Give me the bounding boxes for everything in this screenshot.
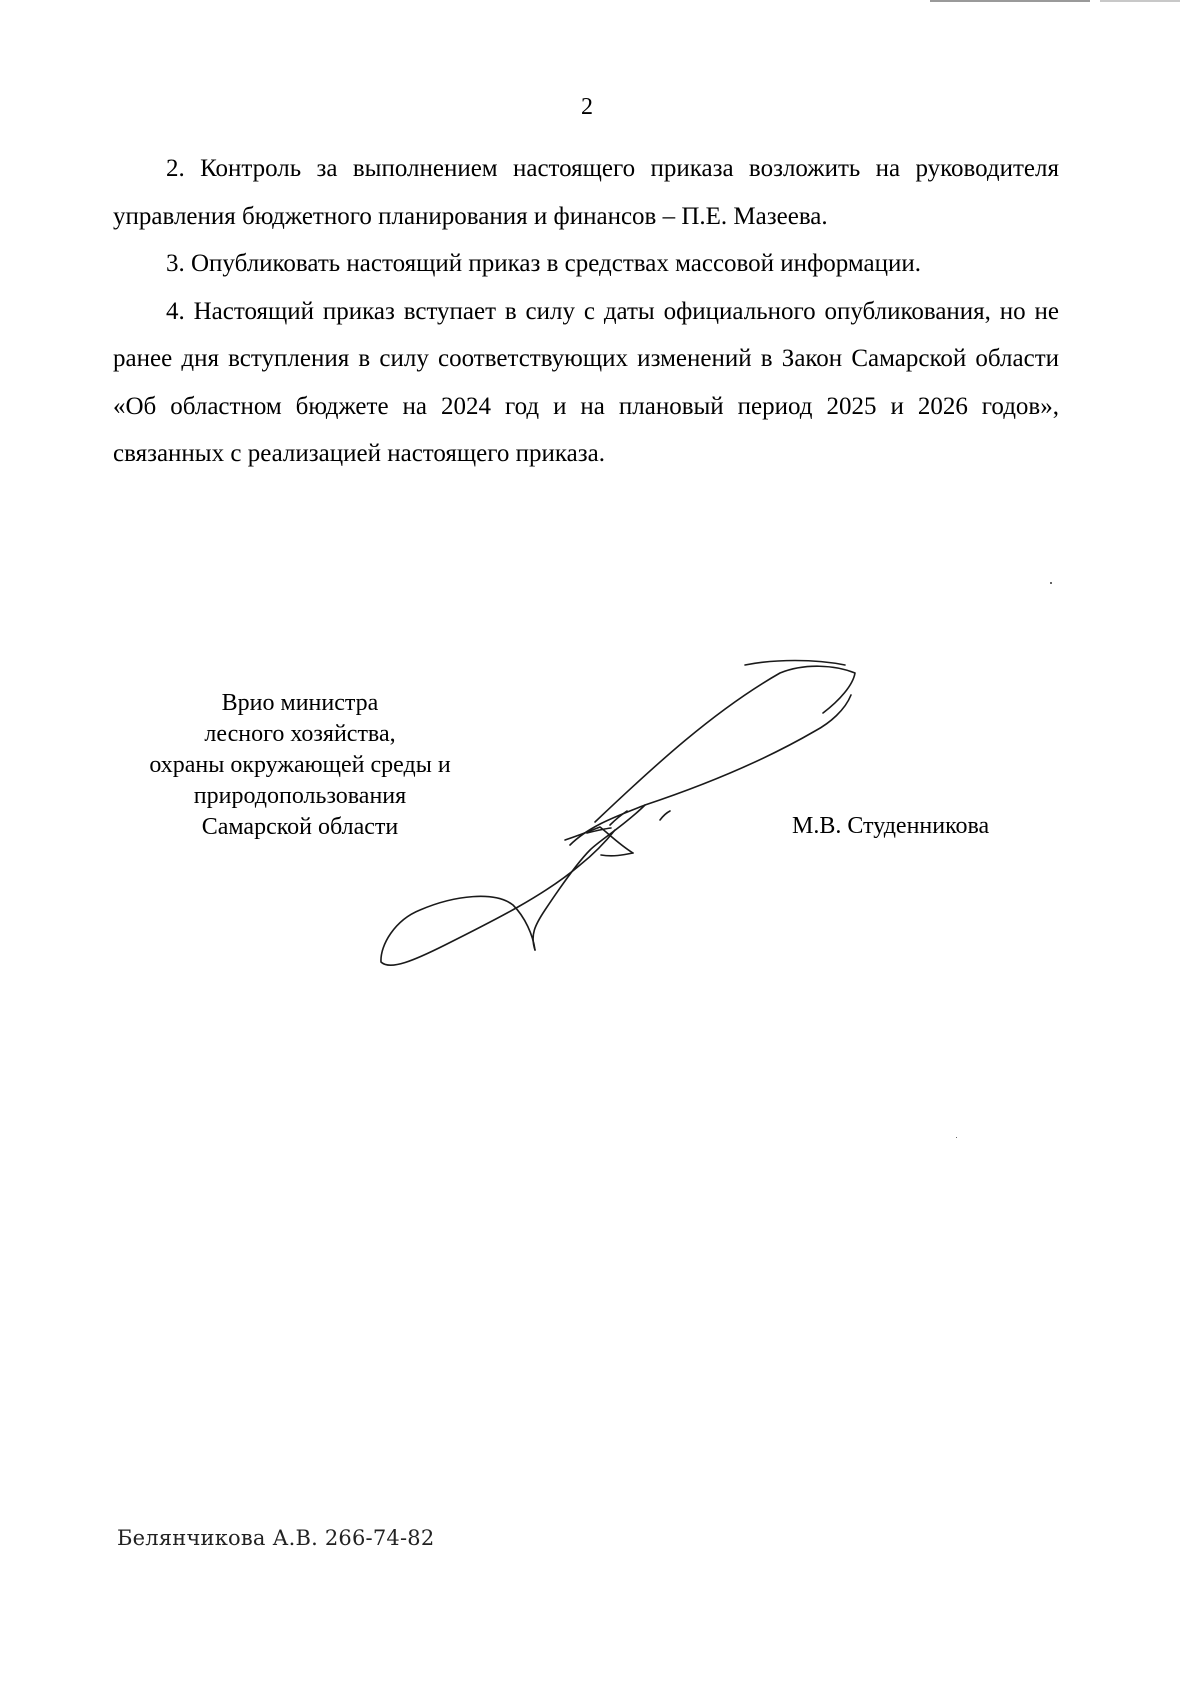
signer-name: М.В. Студенникова (792, 813, 990, 839)
document-body (113, 145, 1059, 478)
scan-speck (1050, 582, 1052, 584)
paragraph-publish: 3. Опубликовать настоящий приказ в средствах массовой информации. (166, 250, 922, 277)
paragraph-control: 2. Контроль за выполнением настоящего приказа возложить на руководителя управления бюджетного планирования и финансов – П.Е. Мазеева. (113, 155, 1059, 230)
scan-edge-mark (930, 0, 1090, 2)
executor-contact: Белянчикова А.В. 266-74-82 (117, 1526, 435, 1550)
signer-position-line: природопользования (193, 783, 407, 809)
signer-position-line: Самарской области (201, 814, 399, 840)
page-number: 2 (581, 94, 593, 120)
signer-position-line: Врио министра (221, 690, 379, 716)
scan-edge-mark (1100, 0, 1180, 2)
paragraph-effective-date: 4. Настоящий приказ вступает в силу с даты официального опубликования, но не ранее дня вступления в силу соответствующих изменений в Закон Самарской области «Об областном бюджете на 2024 год и на плановый период 2025 и 2026 годов», связанных с реализацией настоящего приказа. (113, 297, 1059, 467)
scan-speck (956, 1137, 957, 1138)
signer-position-line: охраны окружающей среды и (149, 752, 451, 778)
signer-position-line: лесного хозяйства, (204, 721, 396, 747)
